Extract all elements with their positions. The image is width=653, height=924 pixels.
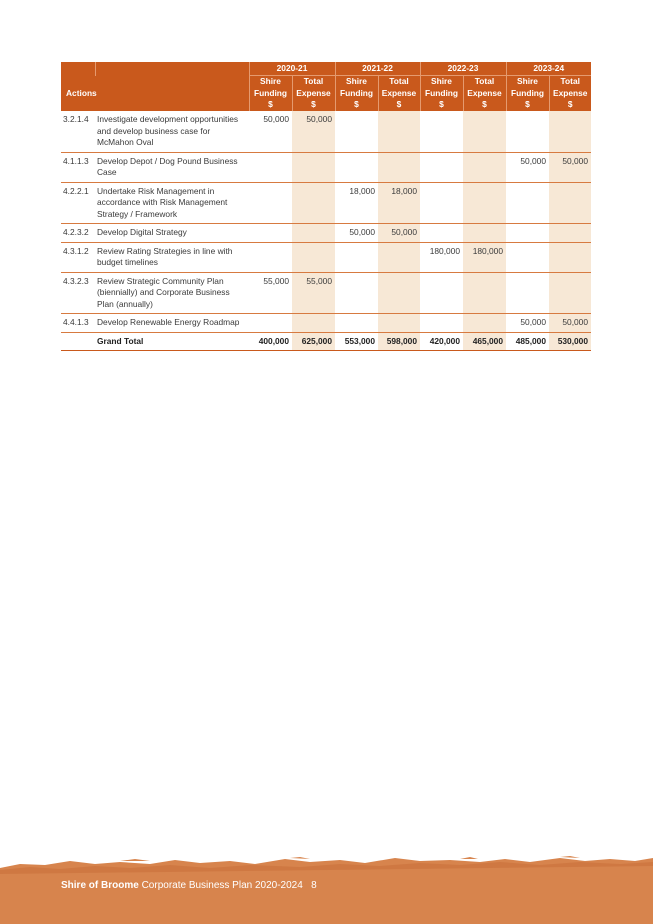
sub-header-line: Funding [510, 87, 545, 98]
sub-header-line: Funding [253, 87, 288, 98]
shire-funding-cell [249, 314, 292, 333]
total-expense-cell [549, 111, 591, 152]
total-expense-cell: 55,000 [292, 272, 335, 314]
sub-header-line: $ [567, 99, 573, 109]
action-code: 4.3.2.3 [61, 272, 95, 314]
shire-funding-header [506, 76, 549, 112]
action-description: Investigate development opportunities and develop business case for McMahon Oval [95, 111, 249, 152]
shire-funding-cell [420, 182, 463, 224]
shire-funding-cell [249, 152, 292, 182]
action-code: 4.2.2.1 [61, 182, 95, 224]
sub-header-line: Total [303, 76, 324, 86]
total-expense-cell [463, 111, 506, 152]
shire-funding-header [335, 76, 378, 112]
footer-doc-title: Corporate Business Plan 2020-2024 [141, 880, 303, 891]
table-row [61, 242, 591, 272]
total-expense-cell [549, 242, 591, 272]
shire-funding-cell [335, 242, 378, 272]
total-expense-cell: 50,000 [292, 111, 335, 152]
table-row [61, 152, 591, 182]
action-description: Develop Depot / Dog Pound Business Case [95, 152, 249, 182]
header-blank [61, 62, 95, 76]
action-code: 4.1.1.3 [61, 152, 95, 182]
grand-total-code [61, 332, 95, 351]
budget-table [61, 62, 591, 351]
action-description: Review Strategic Community Plan (biennially) and Corporate Business Plan (annually) [95, 272, 249, 314]
shire-funding-cell: 180,000 [420, 242, 463, 272]
total-expense-cell [292, 224, 335, 243]
total-expense-cell: 50,000 [549, 152, 591, 182]
total-expense-cell: 50,000 [378, 224, 420, 243]
shire-funding-cell: 50,000 [506, 152, 549, 182]
footer-page-number: 8 [311, 880, 317, 891]
total-expense-cell [463, 224, 506, 243]
sub-header-line: $ [268, 99, 273, 109]
shire-funding-cell: 400,000 [249, 332, 292, 351]
action-code: 4.4.1.3 [61, 314, 95, 333]
sub-header-line: Funding [424, 87, 459, 98]
table-row [61, 182, 591, 224]
shire-funding-cell [335, 152, 378, 182]
sub-header-line: Expense [296, 87, 331, 98]
action-code: 4.3.1.2 [61, 242, 95, 272]
action-description: Develop Renewable Energy Roadmap [95, 314, 249, 333]
total-expense-cell: 18,000 [378, 182, 420, 224]
sub-header-line: $ [482, 99, 487, 109]
year-header-2020-21: 2020-21 [249, 62, 335, 76]
sub-header-line: Total [474, 76, 495, 86]
table-row [61, 111, 591, 152]
shire-funding-cell: 50,000 [249, 111, 292, 152]
shire-funding-cell [249, 242, 292, 272]
action-description: Develop Digital Strategy [95, 224, 249, 243]
total-expense-cell [292, 242, 335, 272]
shire-funding-cell: 553,000 [335, 332, 378, 351]
sub-header-line: $ [354, 99, 359, 109]
shire-funding-cell [335, 314, 378, 333]
shire-funding-cell: 485,000 [506, 332, 549, 351]
shire-funding-cell: 420,000 [420, 332, 463, 351]
total-expense-cell [378, 111, 420, 152]
total-expense-cell [292, 314, 335, 333]
table-row [61, 314, 591, 333]
grand-total-row [61, 332, 591, 351]
shire-funding-cell: 18,000 [335, 182, 378, 224]
grand-total-label: Grand Total [95, 332, 249, 351]
shire-funding-cell: 55,000 [249, 272, 292, 314]
shire-funding-cell [335, 111, 378, 152]
sub-header-line: Funding [339, 87, 374, 98]
sub-header-line: $ [311, 99, 316, 109]
shire-funding-cell [420, 111, 463, 152]
action-code: 4.2.3.2 [61, 224, 95, 243]
shire-funding-cell [506, 272, 549, 314]
page-footer [61, 880, 317, 891]
total-expense-cell [549, 224, 591, 243]
total-expense-cell: 465,000 [463, 332, 506, 351]
total-expense-cell [463, 152, 506, 182]
shire-funding-cell [420, 152, 463, 182]
action-description: Undertake Risk Management in accordance with Risk Management Strategy / Framework [95, 182, 249, 224]
total-expense-cell: 50,000 [549, 314, 591, 333]
total-expense-cell: 180,000 [463, 242, 506, 272]
sub-header-line: $ [439, 99, 444, 109]
total-expense-cell [378, 272, 420, 314]
sub-header-line: Shire [517, 76, 538, 86]
total-expense-cell [378, 242, 420, 272]
sub-header-line: Total [389, 76, 409, 86]
sub-header-line: Expense [381, 87, 417, 98]
total-expense-cell [292, 152, 335, 182]
total-expense-header [463, 76, 506, 112]
shire-funding-cell [420, 272, 463, 314]
sub-header-line: Expense [467, 87, 502, 98]
shire-funding-cell [420, 224, 463, 243]
total-expense-cell [549, 182, 591, 224]
action-description: Review Rating Strategies in line with budget timelines [95, 242, 249, 272]
total-expense-cell [463, 182, 506, 224]
table-row [61, 272, 591, 314]
sub-header-line: Shire [260, 76, 281, 86]
shire-funding-cell [335, 272, 378, 314]
sub-header-line: Expense [553, 87, 588, 98]
sub-header-line: Shire [346, 76, 367, 86]
year-header-2023-24: 2023-24 [506, 62, 591, 76]
header-blank-2 [95, 62, 249, 76]
total-expense-cell [549, 272, 591, 314]
shire-funding-cell [506, 242, 549, 272]
total-expense-header [292, 76, 335, 112]
shire-funding-cell [506, 111, 549, 152]
sub-header-line: $ [525, 99, 530, 109]
shire-funding-cell [420, 314, 463, 333]
shire-funding-header [249, 76, 292, 112]
footer-org: Shire of Broome [61, 880, 139, 891]
shire-funding-cell: 50,000 [335, 224, 378, 243]
total-expense-header [549, 76, 591, 112]
shire-funding-cell [249, 224, 292, 243]
year-header-2022-23: 2022-23 [420, 62, 506, 76]
total-expense-cell: 598,000 [378, 332, 420, 351]
shire-funding-header [420, 76, 463, 112]
year-header-2021-22: 2021-22 [335, 62, 420, 76]
total-expense-cell [292, 182, 335, 224]
total-expense-cell [463, 314, 506, 333]
shire-funding-cell [506, 224, 549, 243]
sub-header-line: $ [396, 99, 402, 109]
actions-header: Actions [61, 76, 249, 112]
sub-header-line: Total [560, 76, 580, 86]
shire-funding-cell [506, 182, 549, 224]
total-expense-cell [378, 152, 420, 182]
table-row [61, 224, 591, 243]
total-expense-cell [463, 272, 506, 314]
total-expense-cell: 530,000 [549, 332, 591, 351]
shire-funding-cell [249, 182, 292, 224]
shire-funding-cell: 50,000 [506, 314, 549, 333]
sub-header-line: Shire [431, 76, 452, 86]
total-expense-header [378, 76, 420, 112]
total-expense-cell [378, 314, 420, 333]
total-expense-cell: 625,000 [292, 332, 335, 351]
action-code: 3.2.1.4 [61, 111, 95, 152]
